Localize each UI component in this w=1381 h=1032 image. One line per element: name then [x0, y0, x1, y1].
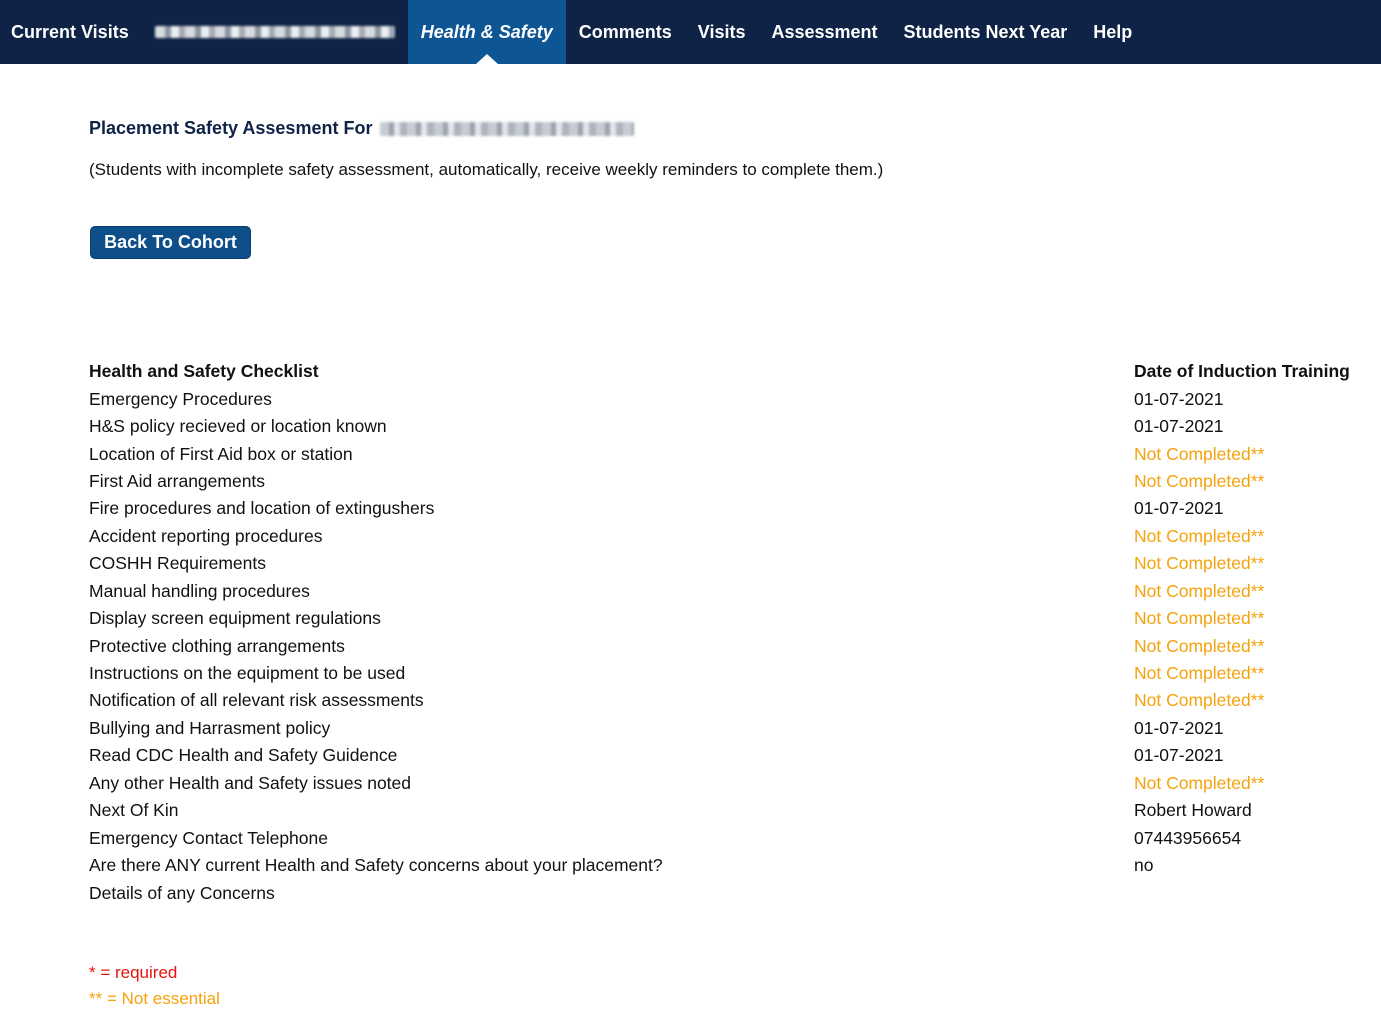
checklist-row	[89, 742, 1374, 769]
redacted-student-name	[380, 122, 634, 136]
checklist-item-label: Fire procedures and location of extingushers	[89, 498, 435, 519]
checklist-item-value: Not Completed**	[1134, 525, 1265, 546]
legend-not-essential: ** = Not essential	[89, 989, 220, 1008]
checklist-item-label: Read CDC Health and Safety Guidence	[89, 745, 398, 766]
checklist-row	[89, 385, 1374, 412]
checklist-item-value: Not Completed**	[1134, 470, 1265, 491]
checklist-item-value: Not Completed**	[1134, 690, 1265, 711]
checklist-item-value: Not Completed**	[1134, 553, 1265, 574]
redacted-student-name	[155, 26, 395, 38]
checklist-row	[89, 687, 1374, 714]
nav-help[interactable]: Help	[1093, 21, 1133, 42]
checklist-row	[89, 440, 1374, 467]
checklist-item-label: First Aid arrangements	[89, 470, 266, 491]
checklist-item-label: Details of any Concerns	[89, 882, 275, 903]
checklist-row	[89, 578, 1374, 605]
checklist-item-value: Not Completed**	[1134, 580, 1265, 601]
checklist-item-value: no	[1134, 855, 1154, 876]
checklist-row	[89, 879, 1374, 906]
checklist-item-value: 01-07-2021	[1134, 388, 1224, 409]
checklist-row	[89, 632, 1374, 659]
checklist-item-label: Protective clothing arrangements	[89, 635, 345, 656]
checklist-item-value: 07443956654	[1134, 827, 1242, 848]
checklist-item-label: Display screen equipment regulations	[89, 608, 381, 629]
checklist-item-value: Not Completed**	[1134, 772, 1265, 793]
legend-required: * = required	[89, 963, 178, 982]
checklist-item-value: 01-07-2021	[1134, 745, 1224, 766]
checklist-item-label: Emergency Procedures	[89, 388, 272, 409]
checklist-item-value: Not Completed**	[1134, 608, 1265, 629]
page-title-text: Placement Safety Assesment For	[89, 118, 373, 138]
health-safety-checklist	[89, 358, 1374, 907]
checklist-item-label: Manual handling procedures	[89, 580, 310, 601]
checklist-row	[89, 660, 1374, 687]
checklist-item-value: Not Completed**	[1134, 635, 1265, 656]
checklist-header	[89, 358, 1374, 385]
nav-comments[interactable]: Comments	[578, 21, 672, 42]
checklist-item-label: Instructions on the equipment to be used	[89, 663, 406, 684]
nav-student-name-redacted[interactable]	[142, 0, 408, 64]
reminder-note: (Students with incomplete safety assessment, automatically, receive weekly reminders to complete them.)	[89, 160, 884, 179]
checklist-item-label: Location of First Aid box or station	[89, 443, 353, 464]
checklist-item-value: 01-07-2021	[1134, 416, 1224, 437]
checklist-item-value: Not Completed**	[1134, 443, 1265, 464]
checklist-header-right: Date of Induction Training	[1134, 361, 1350, 382]
checklist-item-label: Emergency Contact Telephone	[89, 827, 328, 848]
nav-visits[interactable]: Visits	[697, 21, 746, 42]
checklist-row	[89, 797, 1374, 824]
checklist-item-value: Not Completed**	[1134, 663, 1265, 684]
checklist-row	[89, 770, 1374, 797]
checklist-row	[89, 550, 1374, 577]
checklist-item-value: Robert Howard	[1134, 800, 1252, 821]
checklist-item-label: Bullying and Harrasment policy	[89, 717, 331, 738]
checklist-item-label: Are there ANY current Health and Safety concerns about your placement?	[89, 855, 663, 876]
checklist-item-label: H&S policy recieved or location known	[89, 416, 387, 437]
nav-assessment[interactable]: Assessment	[771, 21, 878, 42]
checklist-row	[89, 495, 1374, 522]
checklist-row	[89, 468, 1374, 495]
checklist-row	[89, 413, 1374, 440]
nav-students-next-year[interactable]: Students Next Year	[903, 21, 1068, 42]
checklist-item-label: Notification of all relevant risk assessments	[89, 690, 424, 711]
checklist-item-label: Next Of Kin	[89, 800, 179, 821]
checklist-row	[89, 523, 1374, 550]
checklist-item-label: COSHH Requirements	[89, 553, 266, 574]
nav-current-visits[interactable]: Current Visits	[11, 21, 129, 42]
checklist-item-label: Accident reporting procedures	[89, 525, 323, 546]
checklist-item-label: Any other Health and Safety issues noted	[89, 772, 412, 793]
nav-health-safety[interactable]: Health & Safety	[408, 0, 566, 64]
checklist-row	[89, 605, 1374, 632]
checklist-item-value: 01-07-2021	[1134, 498, 1224, 519]
checklist-item-value: 01-07-2021	[1134, 717, 1224, 738]
checklist-row	[89, 852, 1374, 879]
page-title	[89, 118, 634, 139]
checklist-header-left: Health and Safety Checklist	[89, 361, 319, 382]
checklist-row	[89, 715, 1374, 742]
top-nav	[0, 0, 1381, 64]
checklist-row	[89, 824, 1374, 851]
back-to-cohort-button[interactable]: Back To Cohort	[90, 226, 251, 259]
